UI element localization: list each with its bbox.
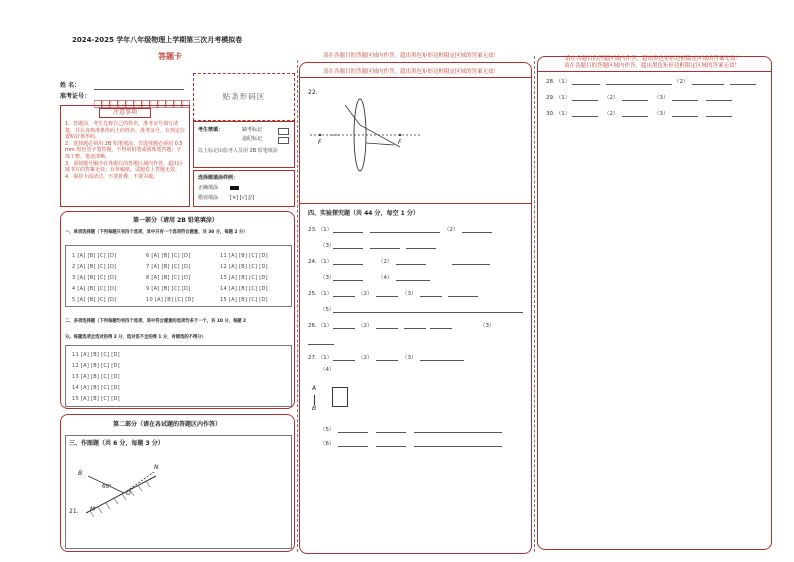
exam-status-note: 以上标记由监考人员用 2B 铅笔填涂 (198, 148, 278, 154)
answer-blank[interactable] (672, 116, 698, 117)
answer-blank[interactable] (572, 84, 600, 85)
answer-blank[interactable] (333, 232, 363, 233)
id-boxes[interactable] (94, 93, 190, 101)
choice-row[interactable]: 14 [A] [B] [C] [D] (220, 286, 268, 292)
q29-label: 29．（1） (546, 95, 571, 101)
ray-2 (366, 143, 394, 145)
answer-blank[interactable] (333, 280, 363, 281)
answer-blank[interactable] (376, 432, 406, 433)
choice-row[interactable]: 7 [A] [B] [C] [D] (146, 264, 191, 270)
label-B: B (312, 405, 317, 412)
label-A: A (312, 385, 317, 392)
answer-blank[interactable] (448, 296, 478, 297)
mirror-line (86, 476, 156, 513)
q30-p3: （3） (654, 111, 669, 117)
exam-status-box (193, 121, 295, 168)
notice-item: 1．答题前，考生先将自己的姓名，准考证号填写清楚，并认真核准条形码上的姓名、准考证号，在规定位置贴好条形码。 (65, 121, 186, 141)
warning-text: 请在各题目的答题区域内作答，超出黑色矩形边框限定区域的答案无效！ (565, 56, 742, 62)
answer-blank[interactable] (706, 116, 732, 117)
answer-blank[interactable] (333, 248, 363, 249)
choice-row[interactable]: 12 [A] [B] [C] [D] (220, 264, 268, 270)
name-field[interactable] (94, 89, 184, 90)
notice-item: 3．请按题号顺序在各题目的答题区域内作答，超出区域书写的答案无效；在草稿纸、试题卷上答题无效。 (65, 160, 184, 174)
wrong-marks: [×] [√] [/] (230, 195, 254, 201)
q26-p2: （2） (358, 323, 373, 329)
answer-blank[interactable] (692, 84, 724, 85)
divider (538, 71, 771, 72)
single-col-1[interactable] (72, 251, 116, 306)
answer-blank[interactable] (462, 232, 492, 233)
q27-label: 27．（1） (308, 355, 333, 361)
answer-blank[interactable] (338, 432, 368, 433)
choice-row[interactable]: 4 [A] [B] [C] [D] (72, 286, 117, 292)
answer-blank[interactable] (730, 84, 756, 85)
choice-row[interactable]: 15 [A] [B] [C] [D] (220, 297, 268, 303)
q28-label: 28．（1） (546, 79, 571, 85)
answer-blank[interactable] (396, 264, 426, 265)
correct-fill-mark (230, 186, 239, 190)
choice-row[interactable]: 14 [A] [B] [C] [D] (72, 385, 120, 391)
barcode-area (193, 73, 295, 121)
q29-p3: （3） (654, 95, 669, 101)
drawing-title: 三、作图题（共 6 分，每题 3 分） (69, 440, 164, 447)
middle-answer-box (299, 62, 532, 554)
q26-p3: （3） (480, 323, 495, 329)
mirror-figure (332, 387, 348, 407)
single-col-3[interactable] (220, 251, 268, 306)
mirror-diagram (66, 436, 291, 548)
q25-p5: （5） (320, 307, 335, 313)
q23-p2: （2） (444, 227, 459, 233)
answer-blank[interactable] (406, 248, 436, 249)
answer-blank[interactable] (396, 280, 430, 281)
divider (300, 77, 531, 78)
answer-blank[interactable] (414, 432, 502, 433)
answer-blank[interactable] (376, 360, 398, 361)
answer-blank[interactable] (376, 328, 398, 329)
answer-blank[interactable] (338, 446, 368, 447)
violation-label: 违纪标记 (242, 136, 263, 142)
q28-p2: （2） (674, 79, 689, 85)
answer-blank[interactable] (622, 100, 648, 101)
q25-p3: （3） (402, 291, 417, 297)
choice-row[interactable]: 13 [A] [B] [C] [D] (220, 275, 268, 281)
q24-p3: （3） (320, 275, 335, 281)
q26-label: 26．（1） (308, 323, 333, 329)
answer-blank[interactable] (333, 264, 363, 265)
q24-label: 24．（1） (308, 259, 333, 265)
answer-blank[interactable] (706, 100, 732, 101)
choice-row[interactable]: 12 [A] [B] [C] [D] (72, 363, 120, 369)
id-label: 准考证号： (60, 93, 91, 100)
answer-blank[interactable] (606, 84, 672, 85)
q23-label: 23．（1） (308, 227, 333, 233)
answer-blank[interactable] (622, 116, 648, 117)
section4-title: 四、实验探究题（共 44 分，每空 1 分） (308, 210, 419, 217)
notice-box (60, 105, 190, 207)
q30-label: 30．（1） (546, 111, 571, 117)
warning-text: 请在各题目的答题区域内作答，超出黑色矩形边框限定区域的答案无效！ (323, 69, 500, 75)
choice-row[interactable]: 11 [A] [B] [C] [D] (72, 352, 120, 358)
answer-blank[interactable] (333, 328, 355, 329)
choice-row[interactable]: 9 [A] [B] [C] [D] (146, 286, 191, 292)
label-M: M (90, 506, 96, 513)
name-label: 姓 名： (60, 82, 81, 89)
notice-item: 2．选择题必须用 2B 铅笔填涂；非选择题必须用 0.5 mm 黑色签字笔答题，不得用铅笔或圆珠笔答题；字体工整、笔迹清晰。 (65, 140, 183, 160)
notice-item: 4．保持卡面清洁，不要折叠，不要弄破。 (65, 173, 159, 180)
q24-p2: （2） (378, 259, 393, 265)
answer-blank[interactable] (308, 344, 334, 345)
answer-blank[interactable] (452, 264, 490, 265)
q23-p3: （3） (320, 243, 335, 249)
choice-row[interactable]: 11 [A] [B] [C] [D] (220, 253, 268, 259)
mirror-hatch (90, 481, 150, 517)
lens-diagram (300, 83, 531, 193)
label-O: O (126, 490, 131, 497)
q27-p4: （4） (320, 367, 335, 373)
choice-row[interactable]: 15 [A] [B] [C] [D] (72, 396, 120, 402)
warning-text: 请在各题目的答题区域内作答，超出黑色矩形边框限定区域的答案无效！ (564, 63, 741, 69)
barcode-label: 贴条形码区 (222, 92, 266, 101)
answer-blank[interactable] (370, 248, 400, 249)
correct-label: 正确填涂 (198, 185, 219, 191)
answer-blank[interactable] (572, 100, 598, 101)
answer-blank[interactable] (430, 328, 452, 329)
notice-list (61, 118, 189, 180)
column-divider (297, 60, 298, 552)
multi-choice-grid (65, 345, 292, 407)
fill-example-box (193, 170, 295, 207)
single-choice-grid (65, 245, 292, 307)
drawing-area[interactable] (65, 435, 292, 549)
divider (300, 203, 531, 204)
part1-box (60, 211, 295, 409)
choice-row[interactable]: 8 [A] [B] [C] [D] (146, 275, 191, 281)
violation-checkbox[interactable] (278, 137, 289, 144)
answer-blank[interactable] (333, 296, 355, 297)
label-N: N (154, 464, 159, 471)
q29-p2: （2） (604, 95, 619, 101)
card-title: 答题卡 (158, 52, 182, 61)
answer-blank[interactable] (370, 232, 440, 233)
choice-row[interactable]: 2 [A] [B] [C] [D] (72, 264, 117, 270)
answer-blank[interactable] (420, 360, 464, 361)
answer-blank[interactable] (404, 328, 426, 329)
q27-p2: （2） (358, 355, 373, 361)
focal-label-right: F (398, 139, 402, 146)
answer-blank[interactable] (333, 312, 523, 313)
notice-title: 注意事项 (99, 108, 151, 118)
part2-box (60, 414, 295, 552)
label-B: B (78, 470, 83, 477)
exam-title: 2024-2025 学年八年级物理上学期第三次月考模拟卷 (72, 36, 243, 44)
answer-blank[interactable] (376, 296, 398, 297)
q25-p2: （2） (358, 291, 373, 297)
choice-row[interactable]: 6 [A] [B] [C] [D] (146, 253, 191, 259)
q24-p4: （4） (378, 275, 393, 281)
q27-p6: （6） (320, 441, 335, 447)
label-angle: 60° (102, 484, 112, 490)
single-choice-title: 一、单项选择题（下列每题只有四个选项，其中只有一个选项符合题意，共 30 分，每题 2 分） (65, 230, 248, 235)
right-answer-box (537, 56, 772, 550)
q25-label: 25．（1） (308, 291, 333, 297)
arrow-AB (314, 395, 315, 405)
focal-label-left: F (318, 139, 322, 146)
ray-in (345, 105, 360, 125)
answer-blank[interactable] (420, 296, 442, 297)
answer-blank[interactable] (672, 100, 698, 101)
choice-row[interactable]: 1 [A] [B] [C] [D] (72, 253, 117, 259)
answer-blank[interactable] (333, 360, 355, 361)
absent-checkbox[interactable] (278, 128, 289, 135)
q21-label: 21. (69, 508, 79, 515)
wrong-label: 错误填涂 (198, 195, 219, 201)
choice-row[interactable]: 10 [A] [B] [C] [D] (146, 297, 194, 303)
exam-status-label: 考生禁填： (198, 127, 224, 133)
choice-row[interactable]: 13 [A] [B] [C] [D] (72, 374, 120, 380)
multi-col[interactable] (72, 350, 120, 405)
part1-title: 第一部分（请用 2B 铅笔填涂） (133, 217, 218, 224)
multi-choice-title-2: 分。每题选项全选对的得 2 分，选对但不全的得 1 分，有错选的不得分） (65, 335, 206, 340)
answer-blank[interactable] (414, 446, 502, 447)
answer-blank[interactable] (376, 446, 406, 447)
answer-blank[interactable] (572, 116, 598, 117)
single-col-2[interactable] (146, 251, 194, 306)
q27-p3: （3） (402, 355, 417, 361)
q30-p2: （2） (604, 111, 619, 117)
part2-title: 第二部分（请在各试题的答题区内作答） (113, 421, 222, 428)
q27-p5: （5） (320, 427, 335, 433)
q22-label: 22. (308, 89, 318, 96)
column-divider (534, 56, 535, 552)
choice-row[interactable]: 5 [A] [B] [C] [D] (72, 297, 117, 303)
warning-text: 请在各题目的答题区域内作答，超出黑色矩形边框限定区域的答案无效！ (323, 53, 500, 59)
absent-label: 缺考标记 (242, 127, 263, 133)
choice-row[interactable]: 3 [A] [B] [C] [D] (72, 275, 117, 281)
fill-example-title: 选择题填涂样例： (198, 175, 239, 181)
multi-choice-title: 二、多项选择题（下列每题均有四个选项，其中符合题意的选项均多于一个，共 10 分，每题 2 (65, 319, 247, 324)
